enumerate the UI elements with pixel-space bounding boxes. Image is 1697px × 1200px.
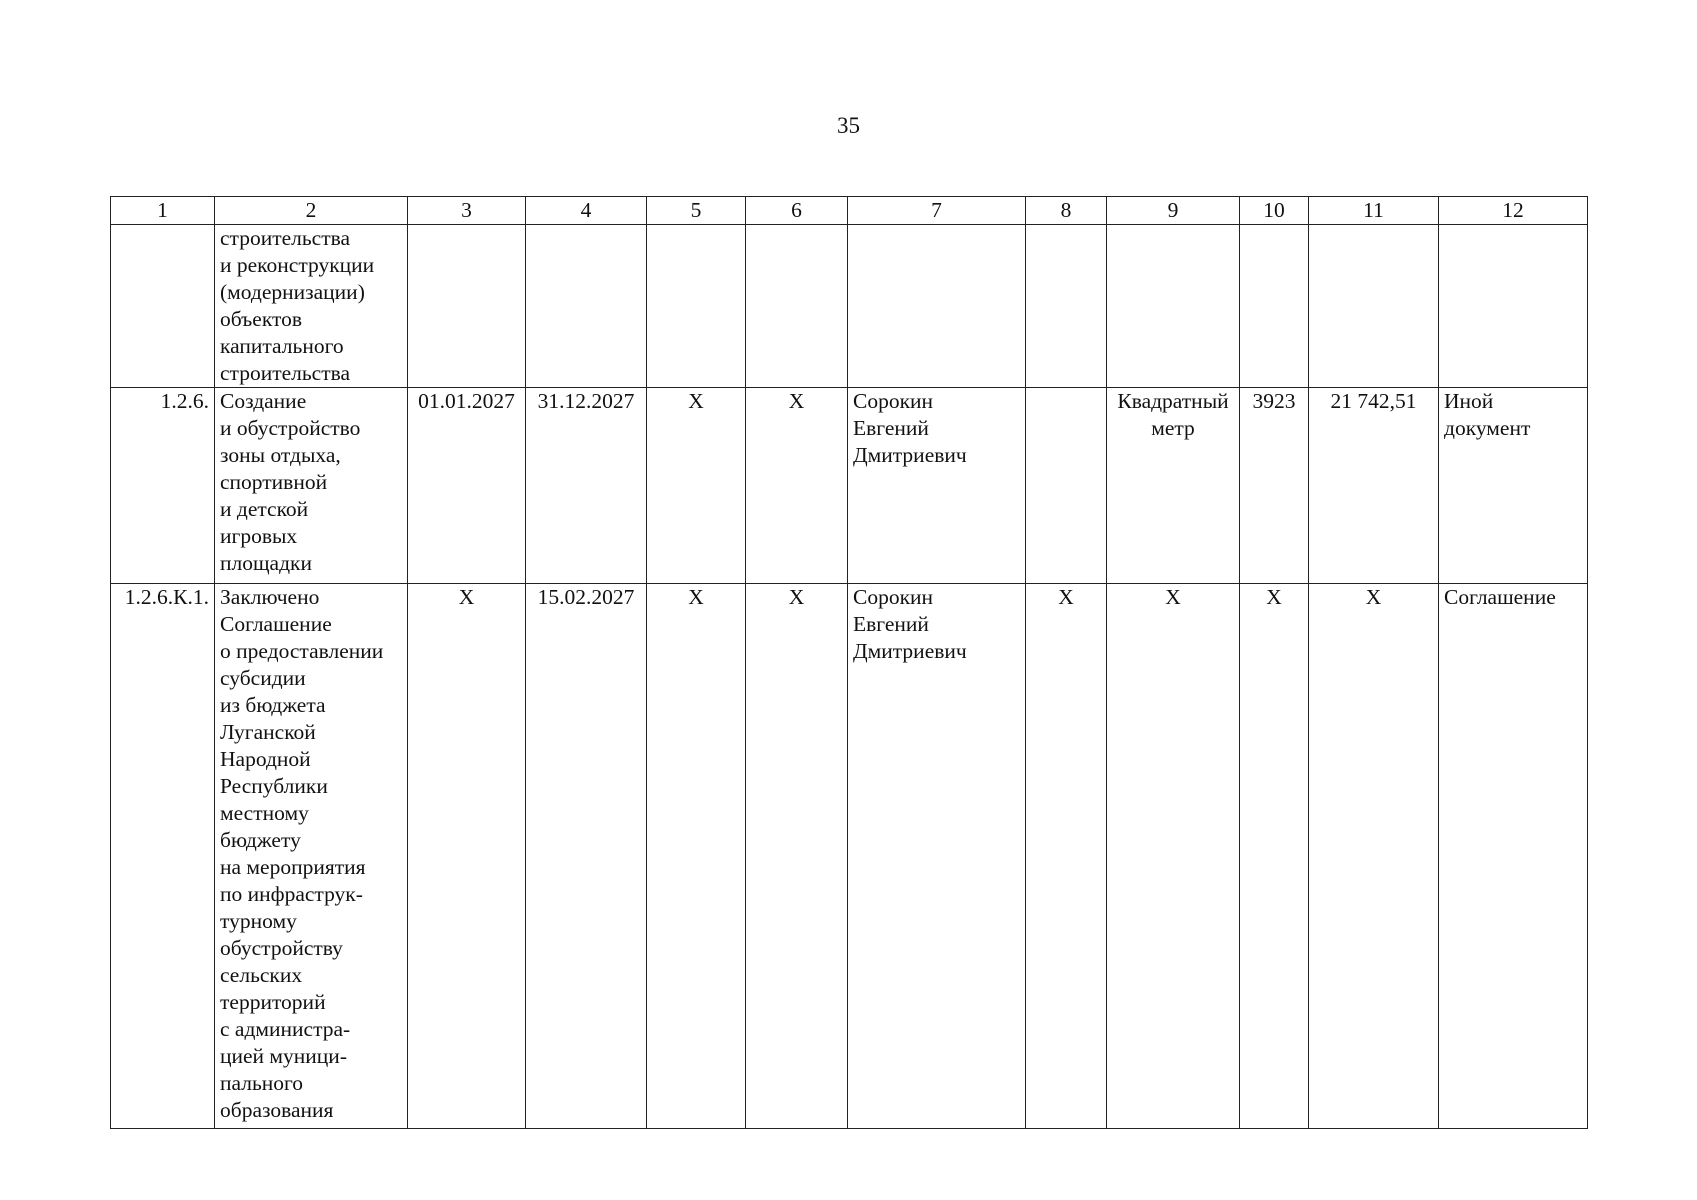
column-header: 7 [848, 197, 1026, 225]
table-cell [1026, 388, 1107, 584]
row-name: Создание и обустройство зоны отдыха, спортивной и детской игровых площадки [215, 388, 408, 584]
document-type: Иной документ [1439, 388, 1588, 584]
table-cell: X [1240, 584, 1309, 1129]
responsible-person [848, 225, 1026, 388]
unit-of-measure: X [1107, 584, 1240, 1129]
table-cell: X [746, 584, 848, 1129]
end-date: 31.12.2027 [526, 388, 647, 584]
responsible-person: Сорокин Евгений Дмитриевич [848, 584, 1026, 1129]
table-cell: 21 742,51 [1309, 388, 1439, 584]
table-cell [746, 225, 848, 388]
column-header: 11 [1309, 197, 1439, 225]
unit-of-measure: Квадратный метр [1107, 388, 1240, 584]
table-cell: X [1026, 584, 1107, 1129]
column-header: 12 [1439, 197, 1588, 225]
row-number: 1.2.6. [111, 388, 215, 584]
responsible-person: Сорокин Евгений Дмитриевич [848, 388, 1026, 584]
start-date: 01.01.2027 [408, 388, 526, 584]
column-header: 10 [1240, 197, 1309, 225]
table-cell: X [647, 388, 746, 584]
row-number: 1.2.6.К.1. [111, 584, 215, 1129]
unit-of-measure [1107, 225, 1240, 388]
table-cell: X [408, 584, 526, 1129]
table-header-row [111, 197, 1588, 225]
column-header: 4 [526, 197, 647, 225]
table-cell [1309, 225, 1439, 388]
column-header: 1 [111, 197, 215, 225]
plan-table [110, 196, 1588, 1129]
table-cell: 3923 [1240, 388, 1309, 584]
row-name: Заключено Соглашение о предоставлении субсидии из бюджета Луганской Народной Республики местному бюджету на мероприятия по инфраструк- турному обустройству сельских территорий с администра- цией муници- пального образования [215, 584, 408, 1129]
page-number: 35 [837, 113, 860, 138]
column-header: 2 [215, 197, 408, 225]
column-header: 8 [1026, 197, 1107, 225]
row-number [111, 225, 215, 388]
table-cell: X [746, 388, 848, 584]
table-cell [1240, 225, 1309, 388]
column-header: 9 [1107, 197, 1240, 225]
document-type: Соглашение [1439, 584, 1588, 1129]
row-name: строительства и реконструкции (модернизации) объектов капитального строительства [215, 225, 408, 388]
column-header: 6 [746, 197, 848, 225]
table-cell [408, 225, 526, 388]
column-header: 3 [408, 197, 526, 225]
end-date: 15.02.2027 [526, 584, 647, 1129]
table-cell [1439, 225, 1588, 388]
column-header: 5 [647, 197, 746, 225]
table-cell: X [647, 584, 746, 1129]
table-cell [647, 225, 746, 388]
table-row [111, 225, 1588, 388]
table-row [111, 584, 1588, 1129]
table-cell: X [1309, 584, 1439, 1129]
table-row [111, 388, 1588, 584]
table-cell [1026, 225, 1107, 388]
table-cell [526, 225, 647, 388]
